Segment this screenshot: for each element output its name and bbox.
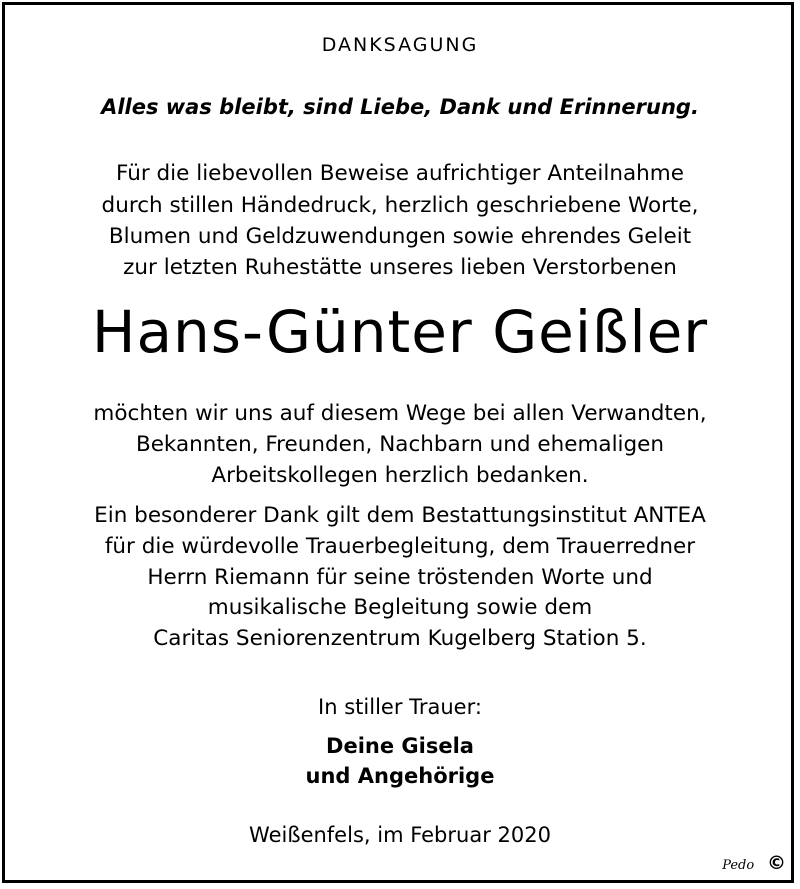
copyright-icon: ©: [767, 852, 786, 874]
place-date: Weißenfels, im Februar 2020: [249, 823, 551, 847]
special-thanks-line: musikalische Begleitung sowie dem: [207, 595, 593, 620]
thanks-line: Bekannten, Freunden, Nachbarn und ehemaligen: [135, 432, 665, 457]
intro-line: zur letzten Ruhestätte unseres lieben Verstorbenen: [123, 255, 677, 280]
thanks-line: Arbeitskollegen herzlich bedanken.: [211, 463, 589, 488]
special-thanks-line: für die würdevolle Trauerbegleitung, dem Trauerredner: [104, 534, 696, 559]
special-thanks-line: Herrn Riemann für seine tröstenden Worte und: [147, 565, 653, 590]
intro-line: Für die liebevollen Beweise aufrichtiger Anteilnahme: [116, 161, 684, 186]
signer-name: Deine Gisela: [326, 734, 474, 758]
thanks-line: möchten wir uns auf diesem Wege bei allen Verwandten,: [93, 401, 707, 426]
special-thanks-line: Caritas Seniorenzentrum Kugelberg Station 5.: [153, 626, 647, 651]
notice-heading: DANKSAGUNG: [321, 34, 479, 56]
motto: Alles was bleibt, sind Liebe, Dank und Erinnerung.: [101, 95, 699, 119]
special-thanks-line: Ein besonderer Dank gilt dem Bestattungsinstitut ANTEA: [94, 503, 706, 528]
publisher-credit: [722, 852, 786, 874]
deceased-name: Hans-Günter Geißler: [91, 298, 709, 366]
intro-line: Blumen und Geldzuwendungen sowie ehrendes Geleit: [108, 224, 692, 249]
designer-signature: Pedo: [722, 858, 755, 873]
intro-line: durch stillen Händedruck, herzlich geschriebene Worte,: [101, 193, 699, 218]
signer-name: und Angehörige: [305, 764, 495, 788]
signature-intro: In stiller Trauer:: [318, 695, 482, 719]
